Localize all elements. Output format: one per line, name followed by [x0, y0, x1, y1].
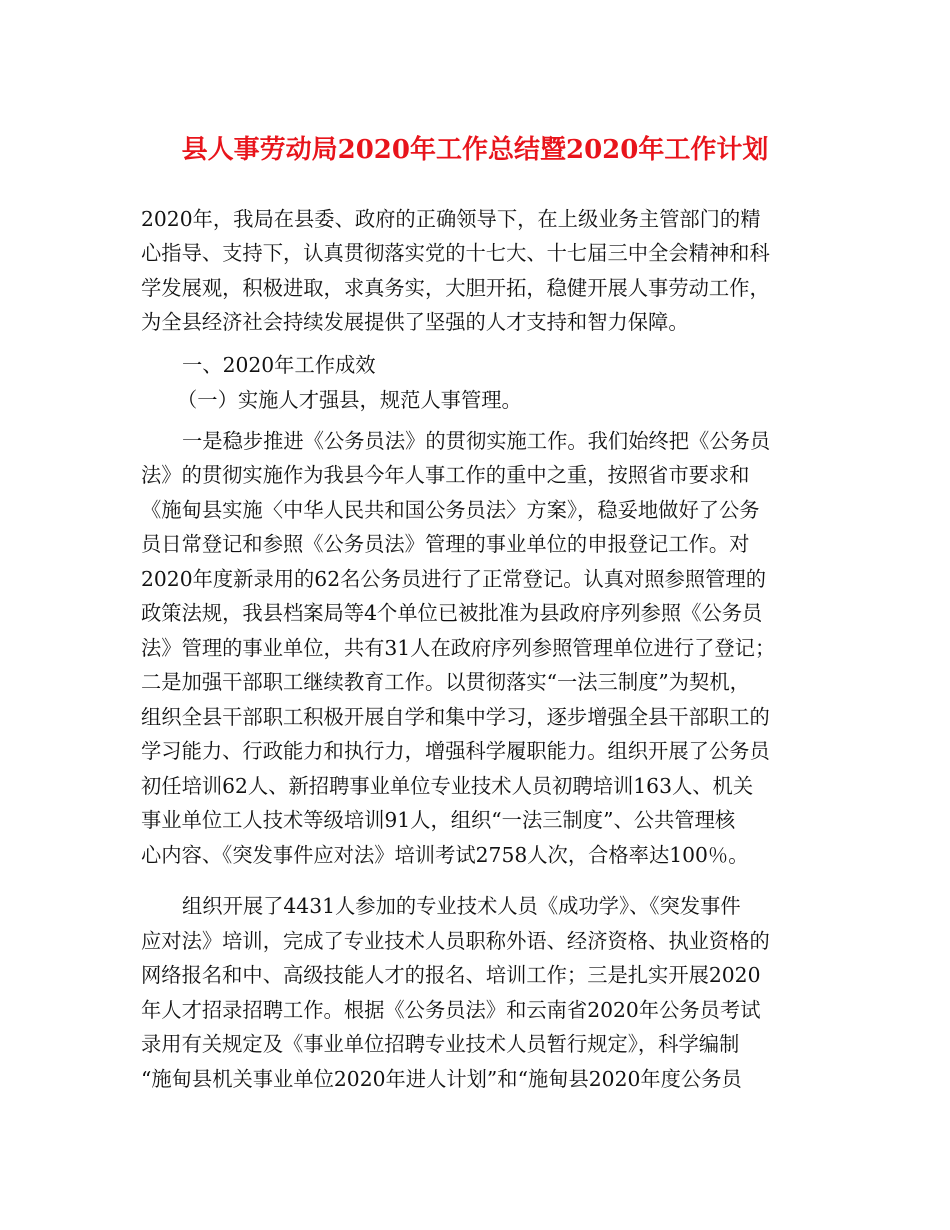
paragraph-line: 心指导、支持下，认真贯彻落实党的十七大、十七届三中全会精神和科: [141, 241, 770, 265]
paragraph-line: 员日常登记和参照《公务员法》管理的事业单位的申报登记工作。对: [141, 532, 750, 556]
document-title: 县人事劳动局2020年工作总结暨2020年工作计划: [181, 135, 769, 165]
paragraph-line: 学习能力、行政能力和执行力，增强科学履职能力。组织开展了公务员: [141, 739, 770, 763]
paragraph-line: 2020年，我局在县委、政府的正确领导下，在上级业务主管部门的精: [141, 207, 761, 231]
paragraph-line: 组织全县干部职工积极开展自学和集中学习，逐步增强全县干部职工的: [141, 705, 770, 729]
paragraph-line: 为全县经济社会持续发展提供了坚强的人才支持和智力保障。: [141, 310, 689, 334]
paragraph-line: 政策法规，我县档案局等4个单位已被批准为县政府序列参照《公务员: [141, 601, 763, 625]
paragraph-line: 一是稳步推进《公务员法》的贯彻实施工作。我们始终把《公务员: [182, 429, 771, 453]
paragraph-line: 法》的贯彻实施作为我县今年人事工作的重中之重，按照省市要求和: [141, 463, 750, 487]
paragraph-line: 年人才招录招聘工作。根据《公务员法》和云南省2020年公务员考试: [141, 998, 761, 1022]
paragraph-line: 事业单位工人技术等级培训91人，组织“一法三制度”、公共管理核: [141, 808, 736, 832]
paragraph-line: 二是加强干部职工继续教育工作。以贯彻落实“一法三制度”为契机，: [141, 670, 750, 694]
paragraph-line: 学发展观，积极进取，求真务实，大胆开拓，稳健开展人事劳动工作，: [141, 276, 770, 300]
paragraph-line: 应对法》培训，完成了专业技术人员职称外语、经济资格、执业资格的: [141, 929, 770, 953]
paragraph-line: “施甸县机关事业单位2020年进人计划”和“施甸县2020年度公务员: [141, 1067, 742, 1091]
subsection-heading: （一）实施人才强县，规范人事管理。: [177, 388, 522, 412]
section-heading: 一、2020年工作成效: [182, 353, 376, 377]
paragraph-line: 录用有关规定及《事业单位招聘专业技术人员暂行规定》，科学编制: [141, 1032, 740, 1056]
paragraph-line: 2020年度新录用的62名公务员进行了正常登记。认真对照参照管理的: [141, 567, 767, 591]
paragraph-line: 网络报名和中、高级技能人才的报名、培训工作；三是扎实开展2020: [141, 963, 761, 987]
paragraph-line: 法》管理的事业单位，共有31人在政府序列参照管理单位进行了登记；: [141, 636, 776, 660]
paragraph-line: 《施甸县实施〈中华人民共和国公务员法〉方案》，稳妥地做好了公务: [141, 498, 760, 522]
paragraph-line: 初任培训62人、新招聘事业单位专业技术人员初聘培训163人、机关: [141, 774, 754, 798]
paragraph-line: 心内容、《突发事件应对法》培训考试2758人次，合格率达100％。: [141, 843, 749, 867]
paragraph-line: 组织开展了4431人参加的专业技术人员《成功学》、《突发事件: [182, 894, 741, 918]
